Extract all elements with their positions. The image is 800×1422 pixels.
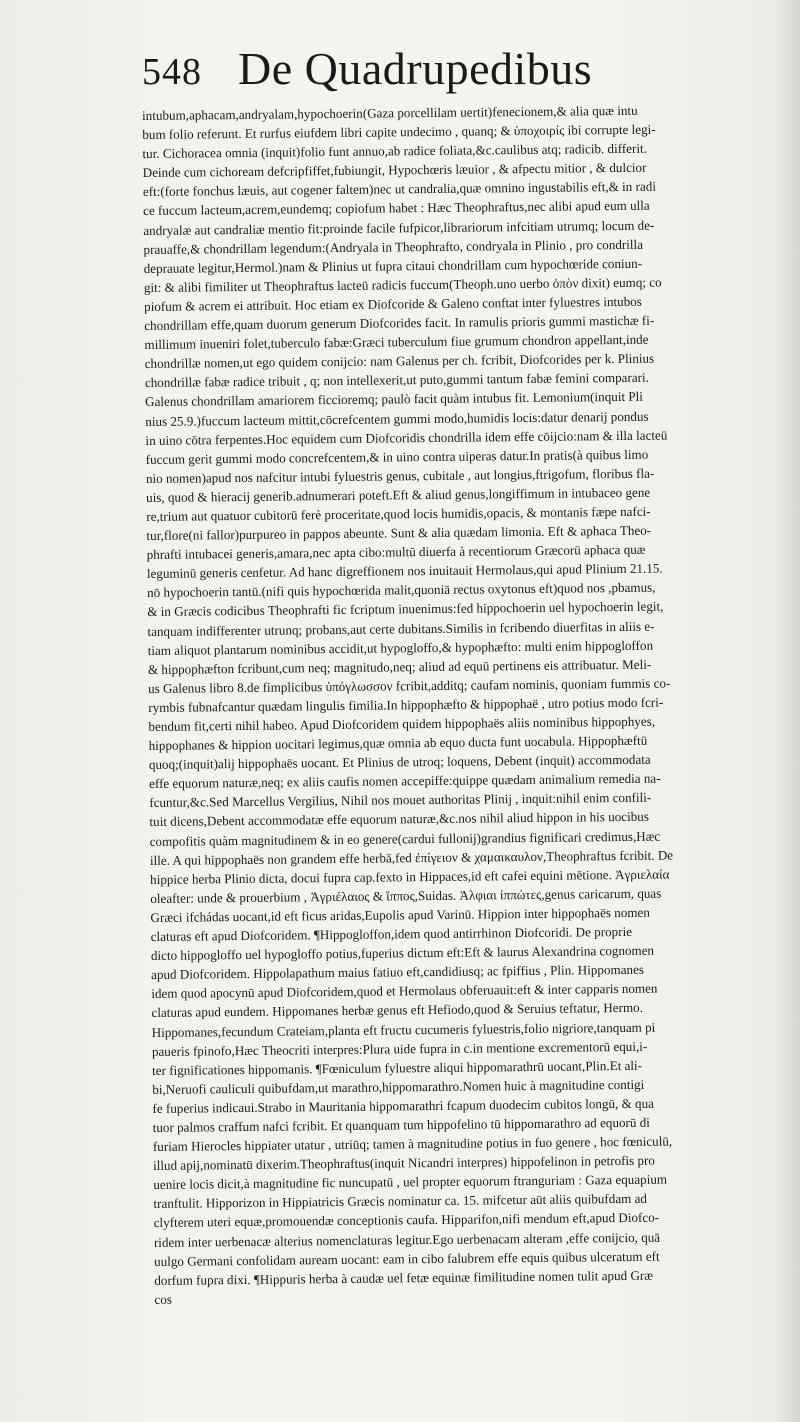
text-line-content: claturas apud eundem. Hippomanes herbæ genus eft Hefiodo,quod & Seruius teftatur, Hermo. [151, 1000, 644, 1021]
text-line-content: & in Græcis codicibus Theophrafti fic fcriptum inuenimus:fed hippochoerin uel hypochoerin legit, [147, 599, 664, 620]
text-line-content: apud Diofcoridem. Hippolapathum maius fatiuo eft,candidiusq; ac fpiffius , Plin. Hippomanes [151, 962, 645, 983]
text-line-content: leguminū generis cenfetur. Ad hanc digreffionem nos inuitauit Hermolaus,qui apud Plinium 21.15. [146, 560, 663, 582]
text-line-content: clyfterem uteri equæ,promouendæ conceptionis caufa. Hipparifon,nifi mendum eft,apud Diofco- [153, 1210, 660, 1231]
text-line-content: prauaffe,& chondrillam legendum:(Andryala in Theophrafto, condryala in Plinio , pro condrilla [143, 236, 644, 257]
text-line-content: tuor palmos craffum nafci fcribit. Et quanquam tum hippofelino tū hippomarathro ad equorū di [152, 1114, 650, 1135]
text-line-content: fuccum gerit gummi modo concrefcentem,& in uino contra uiperas datur.In pratis(à quibus limo [145, 446, 649, 467]
text-line-content: nius 25.9.)fuccum lacteum mittit,cōcrefcentem gummi modo,humidis locis:datur denarij pondus [145, 408, 649, 429]
text-line-content: re,trium aut quatuor cubitorū ferè proceritate,quod locis humidis,opacis, & montanis fæpe nafci- [146, 503, 651, 524]
text-line-content: dorfum fupra dixi. ¶Hippuris herba à caudæ uel fetæ equinæ fimilitudine nomen tulit apud Græ [154, 1267, 654, 1288]
text-line-content: rymbis fubnafcantur quædam lingulis fimilia.In hippophæfto & hippophaë , utro potius modo fcri- [148, 694, 664, 715]
text-line-content: nō hypochoerin tantū.(nifi quis hypochœrida malit,quoniā rectus oxytonus eft)quod nos ,pbamus, [147, 579, 656, 601]
text-line-content: chondrillæ nomen,ut ego quidem conijcio: nam Galenus per ch. fcribit, Diofcorides per k. Plinius [144, 350, 655, 372]
text-line-content: tanquam indifferenter utrunq; probans,aut certe dubitans.Similis in fcribendo diuerfitas in aliis e- [147, 618, 655, 639]
text-line-content: fcuntur,&c.Sed Marcellus Vergilius, Nihil nos mouet authoritas Plinij , inquit:nihil enim confili- [149, 790, 652, 811]
text-line-content: andryalæ aut candraliæ mentio fit:proinde facile fufpicor,librariorum infcitiam utrumq; locum de- [143, 217, 655, 238]
text-line-content: chondrillam effe,quam duorum generum Diofcorides facit. In ramulis prioris gummi mastichæ fi- [144, 312, 655, 334]
text-line-content: bum folio referunt. Et rurfus eiufdem libri capite undecimo , quanq; & ὑποχοιρίς ibi corrupte legi- [142, 121, 656, 143]
text-line-content: intubum,aphacam,andryalam,hypochoerin(Gaza porcellilam uertit)fenecionem,& alia quæ intu [142, 102, 638, 123]
text-line-content: compofitis quàm magnitudinem & in eo genere(cardui fullonij)grandius fignificari credimus,Hæc [149, 828, 661, 849]
text-line-content: tur,flore(ni fallor)purpureo in pappos abeunte. Sunt & alia quædam limonia. Eft & aphaca Theo- [146, 522, 652, 544]
text-line-content: oleafter: unde & prouerbium , Ἀγριέλαιος & ἵππος,Suidas. Ἀλφιαι ἰππώτες,genus caricarum, quas [150, 885, 662, 906]
text-line-content: Galenus chondrillam amariorem ficcioremq; paulò facit quàm intubus fit. Lemonium(inquit Pli [145, 389, 643, 410]
text-line-content: quoq;(inquit)alij hippophaës uocant. Et Plinius de utroq; loquens, Debent (inquit) accommodata [148, 751, 651, 773]
text-line-content: ille. A qui hippophaës non grandem effe herbā,fed ἐπίγειον & χαμαικαυλον,Theophraftus fcribit. De [149, 847, 674, 868]
text-line-content: & hippophæfton fcribunt,cum neq; magnitudo,neq; aliud ad equū pertinens eis attribuatur. Meli- [147, 656, 652, 677]
text-line-content: phrafti intubacei generis,amara,nec apta cibo:multū diuerfa à recentiorum Græcorū aphaca quæ [146, 541, 646, 563]
text-line-content: bendum fit,certi nihil habeo. Apud Diofcoridem quidem hippophaës aliis nominibus hippophyes, [148, 713, 656, 734]
text-line-content: millimum inueniri folet,tuberculo fabæ:Græci tuberculum fiue grumum chondron appellant,inde [144, 331, 649, 353]
text-line-content: ter fignificationes hippomanis. ¶Fœniculum fyluestre aliqui hippomarathrū uocant,Plin.Et ali- [152, 1057, 643, 1078]
text-line-content: dicto hippogloffo uel hypogloffo potius,fuperius dictum eft:Eft & laurus Alexandrina cognomen [150, 942, 655, 964]
text-line-content: piofum & acrem ei attribuit. Hoc etiam ex Diofcoride & Galeno conftat inter fyluestres intubos [144, 293, 642, 314]
text-line-content: git: & alibi fimiliter ut Theophraftus lacteū radicis fuccum(Theoph.uno uerbo ὀπὸν dixit) eumq; co [143, 274, 662, 295]
text-line-content: Deinde cum cichoream defcripfiffet,fubiungit, Hypochœris læuior , & afpectu mitior , & dulcior [142, 160, 647, 181]
text-line-content: in uino cōtra ferpentes.Hoc equidem cum Diofcoridis chondrilla idem effe cōijcio:nam & illa lacteū [145, 427, 668, 448]
text-line-content: us Galenus libro 8.de fimplicibus ὑπόγλωσσον fcribit,additq; caufam nominis, quoniam fummis co- [148, 675, 671, 696]
text-line-content: uulgo Germani confolidam auream uocant: eam in cibo falubrem effe equis quibus ulceratum eft [154, 1248, 660, 1269]
text-line-content: eft:(forte fonchus læuis, aut cogener faltem)nec ut candralia,quæ omnino ingustabilis eft,& in radi [142, 178, 657, 200]
text-line-content: claturas eft apud Diofcoridem. ¶Hippogloffon,idem quod antirrhinon Diofcoridi. De proprie [150, 923, 633, 944]
text-line-content: tuit dicens,Debent accommodatæ effe equorum naturæ,&c.nos nihil aliud hippon in his uocibus [149, 809, 649, 830]
text-line-content: furiam Hierocles hippiater utatur , utriūq; tamen à magnitudine potius in fuo genere , hoc fœniculū, [152, 1133, 673, 1155]
text-line-content: hippice herba Plinio dicta, docui fupra cap.fexto in Hippaces,id eft cafei equini mētione. Ἀγριελαία [150, 866, 670, 887]
text-line-content: illud apij,nominatū dixerim.Theophraftus(inquit Nicandri interpres) hippofelinon in petrofis pro [153, 1152, 655, 1174]
text-line-content: hippophanes & hippion uocitari legimus,quæ omnia ab equo ducta funt uocabula. Hippophæftū [148, 732, 648, 754]
body-text-column [142, 99, 800, 1309]
text-line-content: uenire locis dicit,à magnitudine fic nuncupatū , uel propter equorum ftranguriam : Gaza equapium [153, 1171, 668, 1193]
text-line-content: nio nomen)apud nos nafcitur intubi fyluestris genus, cubitale , aut longius,ftrigofum, floribus fla- [145, 465, 655, 486]
text-line-content: ce fuccum lacteum,acrem,eundemq; copiofum habet : Hæc Theophraftus,nec alibi apud eum ulla [143, 198, 650, 219]
text-line-content: tranftulit. Hipporizon in Hippiatricis Græcis nominatur ca. 15. mifcetur aūt aliis quibufdam ad [153, 1191, 648, 1212]
text-line-content: uis, quod & hieracij generib.adnumerari poteft.Eft & aliud genus,longiffimum in intubaceo gene [146, 484, 651, 505]
text-line-content: Græci ifchádas uocant,id eft ficus aridas,Eupolis apud Varinū. Hippion inter hippophaës nomen [150, 904, 650, 925]
running-head: De Quadrupedibus [238, 43, 593, 94]
text-line-content: paueris fpinofo,Hæc Theocriti interpres:Plura uide fupra in c.in mentione excrementorū equi,i- [151, 1038, 648, 1059]
page-header [142, 42, 782, 106]
text-line-content: tur. Cichoracea omnia (inquit)folio funt annuo,ab radice foliata,&c.caulibus atq; radicib. differit. [142, 140, 647, 162]
text-line-content: effe equorum naturæ,neq; ex aliis caufis nomen accepiffe:quippe quædam animalium remedia na- [149, 770, 661, 792]
text-line-content: fe fuperius indicaui.Strabo in Mauritania hippomarathri fcapum duodecim cubitos longū, & qua [152, 1095, 654, 1116]
page-number: 548 [142, 51, 202, 93]
text-line-content: cos [154, 1291, 173, 1307]
text-line-content: deprauate legitur,Hermol.)nam & Plinius ut fupra citaui chondrillam cum hypochœride coniun- [143, 255, 643, 276]
text-line-content: ridem inter uerbenacæ alterius nomenclaturas legitur.Ego uerbenacam alteram ,effe conijcio, quā [153, 1229, 661, 1250]
text-line-content: chondrillæ fabæ radice tribuit , q; non intellexerit,ut puto,gummi tantum fabæ femini comparari. [144, 370, 649, 391]
text-line-content: tiam aliquot plantarum nominibus accidit,ut hypogloffo,& hypophæfto: multi enim hippogloffon [147, 637, 654, 658]
text-line-content: bi,Neruofi cauliculi quibufdam,ut marathro,hippomarathro.Nomen huic à magnitudine contigi [152, 1076, 645, 1097]
text-line-content: Hippomanes,fecundum Crateiam,planta eft fructu cucumeris fyluestris,folio nigriore,tanquam pi [151, 1019, 656, 1040]
text-line-content: idem quod apocynū apud Diofcoridem,quod et Hermolaus obferuauit:eft & inter capparis nomen [151, 980, 658, 1002]
